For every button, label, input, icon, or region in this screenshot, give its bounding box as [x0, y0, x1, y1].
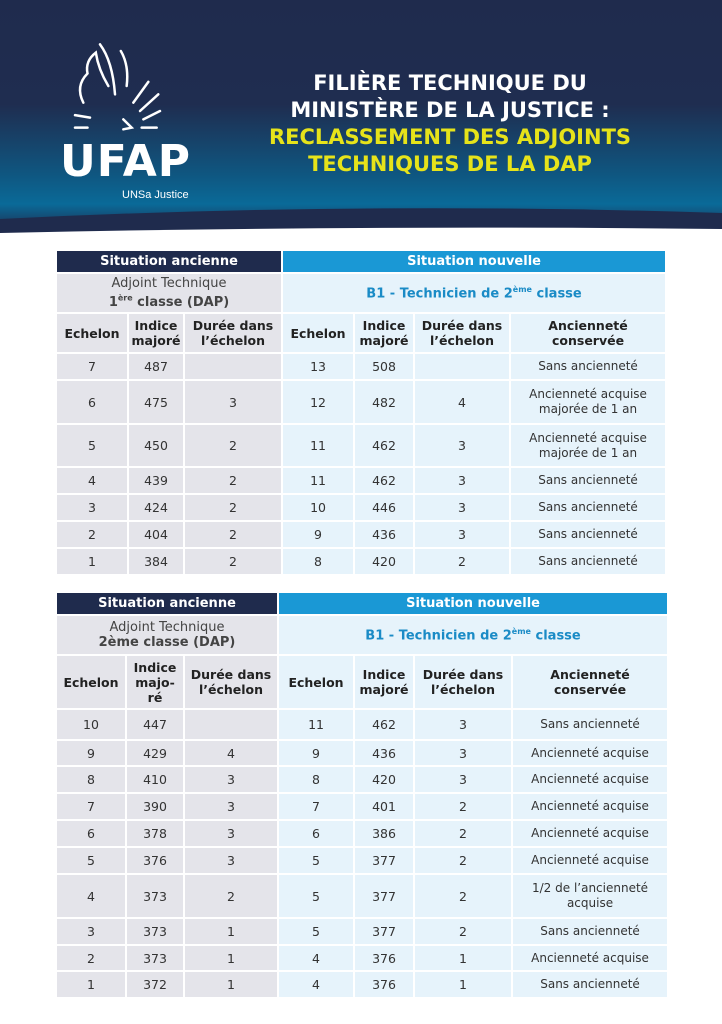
old-grade-rest: classe (DAP)	[132, 295, 230, 311]
table-cell: 2	[414, 874, 512, 918]
table-row	[56, 847, 668, 874]
table-cell: 2	[184, 424, 282, 467]
old-situation-header: Situation ancienne	[56, 250, 282, 273]
table-row	[56, 548, 666, 575]
table-cell: 3	[414, 521, 510, 548]
new-grade-post: classe	[530, 628, 581, 644]
table-cell: 5	[278, 918, 354, 945]
column-header: Durée dans l’échelon	[414, 655, 512, 709]
column-header: Durée dans l’échelon	[184, 655, 278, 709]
table-cell: 384	[128, 548, 184, 575]
table-cell: 2	[414, 847, 512, 874]
column-header: Echelon	[56, 655, 126, 709]
column-header: Echelon	[282, 313, 354, 353]
table-cell	[414, 353, 510, 380]
reclassement-table-1ere-classe	[55, 249, 667, 576]
table-cell: 2	[414, 820, 512, 847]
table-cell: 10	[56, 709, 126, 740]
table-cell: 11	[278, 709, 354, 740]
table-cell: 3	[56, 494, 128, 521]
page-title	[240, 70, 660, 178]
old-grade	[56, 615, 278, 655]
table-cell: 3	[414, 467, 510, 494]
table-cell: 372	[126, 971, 184, 998]
table-cell: 4	[184, 740, 278, 766]
table-cell: 446	[354, 494, 414, 521]
table-row	[56, 353, 666, 380]
table-cell: 13	[282, 353, 354, 380]
table-cell: 11	[282, 424, 354, 467]
title-line: FILIÈRE TECHNIQUE DU	[313, 71, 587, 95]
table-cell: 2	[414, 793, 512, 820]
table-cell: 4	[278, 945, 354, 971]
table-cell: Ancienneté acquise	[512, 766, 668, 793]
old-grade-num: 1	[108, 295, 118, 311]
table-cell: 7	[278, 793, 354, 820]
table-cell: 377	[354, 874, 414, 918]
title-line: TECHNIQUES DE LA DAP	[308, 152, 592, 176]
wave-decoration	[0, 205, 722, 235]
table-cell: 373	[126, 874, 184, 918]
table-cell: Ancienneté acquise	[512, 820, 668, 847]
table-cell: 3	[414, 494, 510, 521]
column-header: Indice majoré	[128, 313, 184, 353]
table-cell: 390	[126, 793, 184, 820]
column-header: Ancienneté conservée	[510, 313, 666, 353]
table-row	[56, 820, 668, 847]
table-cell: 420	[354, 766, 414, 793]
table-cell: 3	[184, 793, 278, 820]
table-row	[56, 380, 666, 424]
table-cell: 12	[282, 380, 354, 424]
table-row	[56, 971, 668, 998]
table-cell: 3	[414, 709, 512, 740]
table-cell: 373	[126, 918, 184, 945]
table-cell: 376	[126, 847, 184, 874]
logo-subtitle: UNSa Justice	[122, 189, 189, 201]
column-header: Durée dans l’échelon	[184, 313, 282, 353]
table-cell: Sans ancienneté	[512, 971, 668, 998]
table-cell: Ancienneté acquise majorée de 1 an	[510, 380, 666, 424]
table-row	[56, 945, 668, 971]
table-cell: Sans ancienneté	[510, 548, 666, 575]
table-cell: 436	[354, 521, 414, 548]
old-grade-line1: Adjoint Technique	[109, 620, 225, 635]
table-cell: 420	[354, 548, 414, 575]
table-cell: Sans ancienneté	[512, 918, 668, 945]
table-row	[56, 424, 666, 467]
table-cell: 376	[354, 971, 414, 998]
table-cell: 1	[184, 971, 278, 998]
table-row	[56, 521, 666, 548]
table-cell: 462	[354, 709, 414, 740]
table-cell: 377	[354, 847, 414, 874]
table-cell: 9	[278, 740, 354, 766]
table-cell: 2	[184, 874, 278, 918]
table-cell: 5	[278, 874, 354, 918]
table-cell: 447	[126, 709, 184, 740]
table-cell: 436	[354, 740, 414, 766]
table-cell: Ancienneté acquise	[512, 945, 668, 971]
old-grade	[56, 273, 282, 313]
table-row	[56, 494, 666, 521]
table-cell: Ancienneté acquise	[512, 740, 668, 766]
table-cell: 475	[128, 380, 184, 424]
table-cell: 1	[414, 945, 512, 971]
table-cell: 377	[354, 918, 414, 945]
table-cell: 3	[184, 847, 278, 874]
table-cell: 4	[414, 380, 510, 424]
table-row	[56, 467, 666, 494]
table-cell: 4	[56, 874, 126, 918]
column-header: Echelon	[56, 313, 128, 353]
old-grade-line2: 2ème classe (DAP)	[98, 635, 236, 650]
table-cell: 482	[354, 380, 414, 424]
table-cell: 386	[354, 820, 414, 847]
table-cell: 2	[56, 521, 128, 548]
column-header: Ancienneté conservée	[512, 655, 668, 709]
table-cell: 2	[184, 494, 282, 521]
logo-text: UFAP	[60, 136, 192, 187]
new-grade-pre: B1 - Technicien de 2	[366, 286, 513, 302]
flame-logo-icon	[55, 36, 195, 136]
table-cell: Sans ancienneté	[510, 494, 666, 521]
table-cell: 2	[56, 945, 126, 971]
table-cell: 5	[56, 424, 128, 467]
column-header: Indice majo-ré	[126, 655, 184, 709]
table-cell: 1	[184, 945, 278, 971]
old-grade-line2	[109, 295, 229, 310]
title-line: MINISTÈRE DE LA JUSTICE :	[290, 98, 610, 122]
table-cell: 8	[282, 548, 354, 575]
table-cell: Sans ancienneté	[512, 709, 668, 740]
table-cell: 6	[56, 820, 126, 847]
table-row	[56, 918, 668, 945]
table-cell: 7	[56, 793, 126, 820]
new-situation-header: Situation nouvelle	[278, 592, 668, 615]
table-cell: 2	[414, 918, 512, 945]
table-cell: 1	[414, 971, 512, 998]
table-cell: 7	[56, 353, 128, 380]
new-grade-post: classe	[531, 286, 582, 302]
table-cell: 1/2 de l’ancienneté acquise	[512, 874, 668, 918]
table-cell: 4	[278, 971, 354, 998]
new-grade-sup: ème	[512, 284, 532, 294]
table-cell: 424	[128, 494, 184, 521]
column-header: Indice majoré	[354, 313, 414, 353]
table-cell: 2	[414, 548, 510, 575]
table-cell: 3	[56, 918, 126, 945]
table-row	[56, 793, 668, 820]
table-cell: 3	[414, 766, 512, 793]
table-cell: 401	[354, 793, 414, 820]
column-header: Echelon	[278, 655, 354, 709]
table-cell: 1	[184, 918, 278, 945]
table-cell: 6	[278, 820, 354, 847]
table-cell	[184, 353, 282, 380]
header-banner	[0, 0, 722, 232]
table-cell: 8	[56, 766, 126, 793]
table-cell: 3	[414, 424, 510, 467]
table-cell: 3	[184, 820, 278, 847]
table-cell: 6	[56, 380, 128, 424]
table-cell: Sans ancienneté	[510, 467, 666, 494]
table-cell: 508	[354, 353, 414, 380]
new-grade	[282, 273, 666, 313]
table-cell: 378	[126, 820, 184, 847]
reclassement-table-2eme-classe	[55, 591, 669, 999]
new-situation-header: Situation nouvelle	[282, 250, 666, 273]
column-header-row	[56, 313, 666, 353]
table-cell: 429	[126, 740, 184, 766]
table-cell: Sans ancienneté	[510, 353, 666, 380]
table-cell: 410	[126, 766, 184, 793]
table-row	[56, 766, 668, 793]
table-cell: 10	[282, 494, 354, 521]
table-cell: 404	[128, 521, 184, 548]
table-cell: 3	[414, 740, 512, 766]
table-cell: 3	[184, 380, 282, 424]
table-cell: 11	[282, 467, 354, 494]
table-cell: Ancienneté acquise	[512, 793, 668, 820]
table-row	[56, 740, 668, 766]
new-grade-pre: B1 - Technicien de 2	[365, 628, 512, 644]
table-cell: 2	[184, 521, 282, 548]
old-situation-header: Situation ancienne	[56, 592, 278, 615]
new-grade	[278, 615, 668, 655]
table-cell: 5	[56, 847, 126, 874]
table-cell: 2	[184, 467, 282, 494]
table-cell: 1	[56, 548, 128, 575]
title-line: RECLASSEMENT DES ADJOINTS	[268, 125, 632, 149]
old-grade-line1: Adjoint Technique	[111, 275, 227, 291]
table-cell: 2	[184, 548, 282, 575]
table-cell: 439	[128, 467, 184, 494]
table-cell: 376	[354, 945, 414, 971]
old-grade-sup: ère	[117, 293, 133, 303]
table-cell: 1	[56, 971, 126, 998]
table-cell: 487	[128, 353, 184, 380]
table-row	[56, 874, 668, 918]
table-cell: 462	[354, 467, 414, 494]
column-header: Indice majoré	[354, 655, 414, 709]
table-cell: 8	[278, 766, 354, 793]
new-grade-sup: ème	[511, 626, 531, 636]
table-cell: 373	[126, 945, 184, 971]
table-cell: 450	[128, 424, 184, 467]
table-cell: 3	[184, 766, 278, 793]
table-cell: 9	[56, 740, 126, 766]
column-header-row	[56, 655, 668, 709]
table-cell: 5	[278, 847, 354, 874]
table-cell: 4	[56, 467, 128, 494]
table-cell: Ancienneté acquise	[512, 847, 668, 874]
table-row	[56, 709, 668, 740]
table-cell: Ancienneté acquise majorée de 1 an	[510, 424, 666, 467]
column-header: Durée dans l’échelon	[414, 313, 510, 353]
table-cell	[184, 709, 278, 740]
table-cell: Sans ancienneté	[510, 521, 666, 548]
table-cell: 462	[354, 424, 414, 467]
table-cell: 9	[282, 521, 354, 548]
